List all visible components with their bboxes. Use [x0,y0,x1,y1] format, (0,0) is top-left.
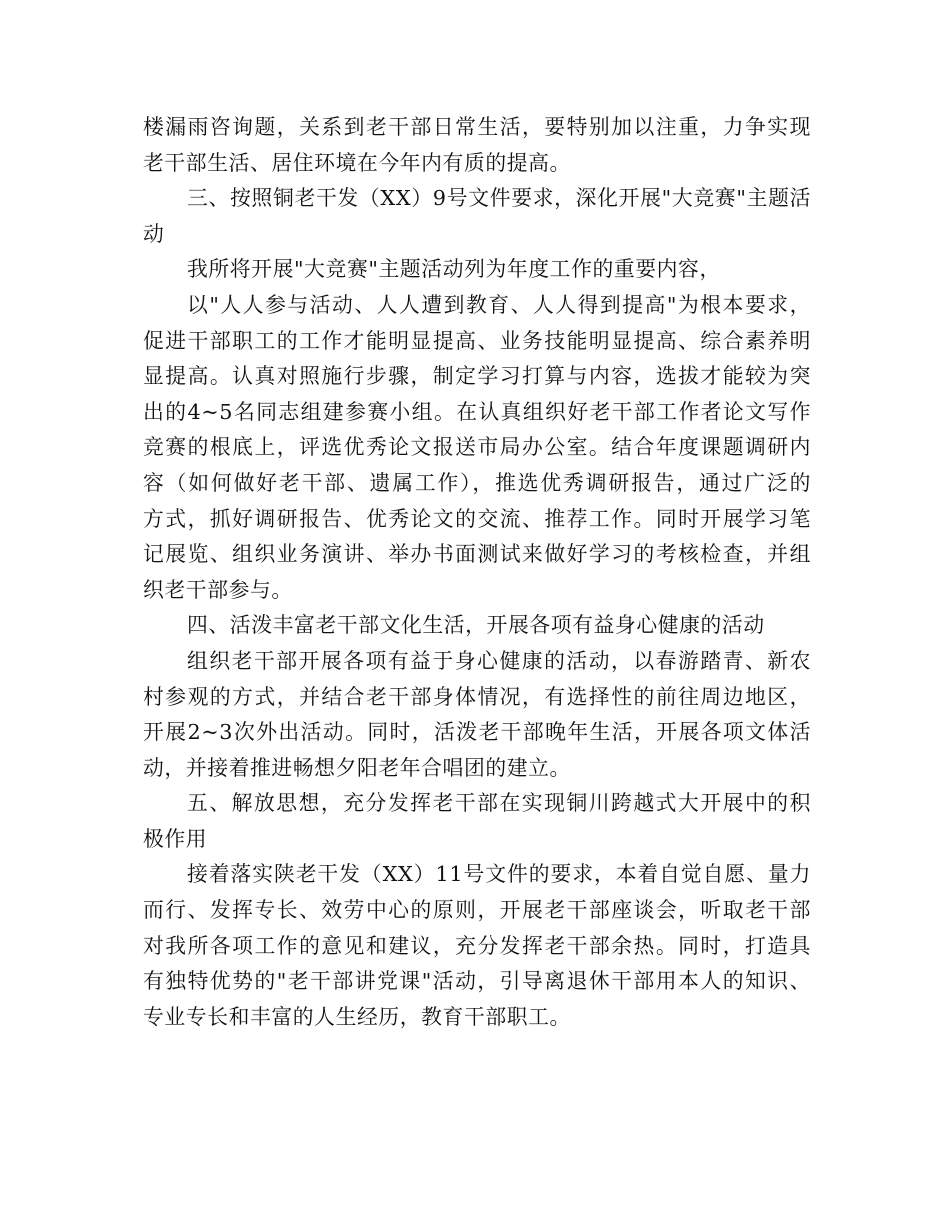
text-line: 显提高。认真对照施行步骤，制定学习打算与内容，选拔才能较为突 [143,364,811,389]
text-line: 接着落实陕老干发（XX）11号文件的要求，本着自觉自愿、量力 [187,862,811,887]
heading-line: 四、活泼丰富老干部文化生活，开展各项有益身心健康的活动 [187,613,765,638]
heading-line: 动 [143,221,165,246]
text-line: 方式，抓好调研报告、优秀论文的交流、推荐工作。同时开展学习笔 [143,506,811,531]
paragraph-competition-body [143,288,811,608]
document-body [143,110,811,1035]
text-line: 竞赛的根底上，评选优秀论文报送市局办公室。结合年度课题调研内 [143,435,811,460]
text-line: 出的4~5名同志组建参赛小组。在认真组织好老干部工作者论文写作 [143,399,811,424]
paragraph-housing [143,110,811,181]
text-line: 老干部生活、居住环境在今年内有质的提高。 [143,150,571,175]
text-line: 楼漏雨咨询题，关系到老干部日常生活，要特别加以注重，力争实现 [143,115,811,139]
text-line: 开展2~3次外出活动。同时，活泼老干部晚年生活，开展各项文体活 [143,720,811,745]
text-line: 动，并接着推进畅想夕阳老年合唱团的建立。 [143,755,571,780]
text-line: 有独特优势的"老干部讲党课"活动，引导离退休干部用本人的知识、 [143,969,811,994]
text-line: 村参观的方式，并结合老干部身体情况，有选择性的前往周边地区， [143,684,811,709]
paragraph-competition-intro [143,252,811,288]
text-line: 而行、发挥专长、效劳中心的原则，开展老干部座谈会，听取老干部 [143,898,811,923]
heading-line: 三、按照铜老干发（XX）9号文件要求，深化开展"大竞赛"主题活 [187,186,811,211]
section-heading-5 [143,786,811,857]
text-line: 促进干部职工的工作才能明显提高、业务技能明显提高、综合素养明 [143,328,811,353]
text-line: 以"人人参与活动、人人遭到教育、人人得到提高"为根本要求， [187,292,811,317]
text-line: 专业专长和丰富的人生经历，教育干部职工。 [143,1004,571,1029]
heading-line: 五、解放思想，充分发挥老干部在实现铜川跨越式大开展中的积 [187,791,811,816]
text-line: 织老干部参与。 [143,577,293,602]
text-line: 容（如何做好老干部、遗属工作），推选优秀调研报告，通过广泛的 [143,470,811,495]
paragraph-activities [143,644,811,786]
text-line: 组织老干部开展各项有益于身心健康的活动，以春游踏青、新农 [187,648,811,673]
section-heading-3 [143,181,811,252]
text-line: 我所将开展"大竞赛"主题活动列为年度工作的重要内容， [187,257,721,282]
paragraph-role [143,857,811,1035]
section-heading-4 [143,608,811,644]
text-line: 对我所各项工作的意见和建议，充分发挥老干部余热。同时，打造具 [143,933,811,958]
heading-line: 极作用 [143,826,208,851]
text-line: 记展览、组织业务演讲、举办书面测试来做好学习的考核检查，并组 [143,542,811,567]
